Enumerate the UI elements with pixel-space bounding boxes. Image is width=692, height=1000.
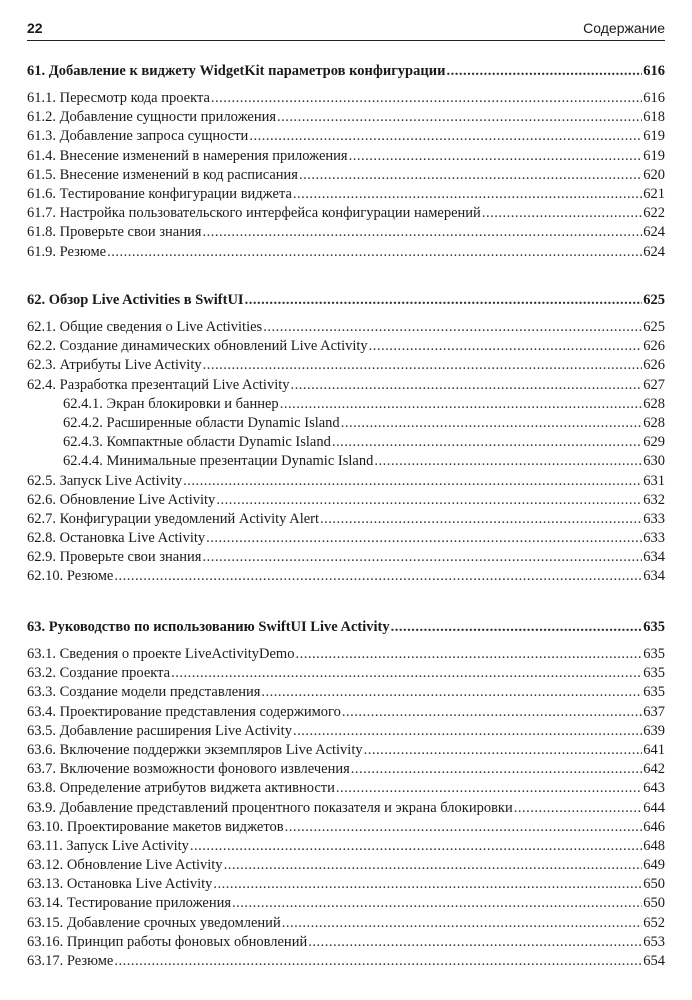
toc-entry-page: 642 [643,761,665,778]
toc-entry-page: 641 [643,741,665,758]
dot-leader [206,529,642,548]
dot-leader [224,856,643,875]
toc-entry[interactable] [27,799,665,818]
toc-entry[interactable] [27,529,665,548]
toc-entry-label: 61.3. Добавление запроса сущности [27,128,249,145]
toc-entry[interactable] [27,837,665,856]
toc-entry-label: 63.6. Включение поддержки экземпляров Live Activity [27,741,363,758]
dot-leader [341,414,643,433]
dot-leader [203,356,643,375]
toc-entry-label: 62.3. Атрибуты Live Activity [27,357,202,374]
toc-entry-label: 63.2. Создание проекта [27,665,171,682]
dot-leader [342,703,642,722]
toc-entry[interactable] [27,452,665,471]
toc-entry-label: 61.1. Пересмотр кода проекта [27,90,210,106]
toc-entry-label: 63.4. Проектирование представления содержимого [27,703,341,720]
page-number: 22 [27,20,43,36]
toc-entry-page: 628 [643,395,665,412]
toc-entry-page: 624 [643,224,665,241]
toc-entry-label: 63.12. Обновление Live Activity [27,857,223,874]
toc-entry-page: 631 [643,472,665,489]
toc-entry-page: 648 [643,837,665,854]
toc-entry-label: 63.13. Остановка Live Activity [27,876,213,893]
toc-entry[interactable] [27,703,665,722]
toc-entry-label: 62.4. Разработка презентаций Live Activity [27,376,290,393]
dot-leader [107,243,642,262]
toc-entry-page: 646 [643,818,665,835]
dot-leader [211,89,642,108]
toc-entry-label: 62.4.2. Расширенные области Dynamic Island [63,414,340,431]
toc-entry-label: 63.11. Запуск Live Activity [27,837,189,854]
toc-entry-page: 621 [643,185,665,202]
dot-leader [364,741,643,760]
toc-entry-label: 62.6. Обновление Live Activity [27,491,216,508]
dot-leader [482,204,642,223]
toc-entry-label: 63.5. Добавление расширения Live Activity [27,722,292,739]
dot-leader [190,837,642,856]
toc-entry-page: 637 [643,703,665,720]
toc-entry[interactable] [27,147,665,166]
dot-leader [213,875,642,894]
toc-entry[interactable] [27,952,665,971]
dot-leader [263,318,642,337]
toc-entry-page: 628 [643,414,665,431]
toc-entry[interactable] [27,356,665,375]
toc-entry[interactable] [27,414,665,433]
toc-entry-label: 63. Руководство по использованию SwiftUI Live Activity [27,619,390,635]
toc-entry-page: 650 [643,895,665,912]
toc-entry[interactable] [27,779,665,798]
toc-entry-label: 61.8. Проверьте свои знания [27,224,202,241]
toc-entry-label: 62. Обзор Live Activities в SwiftUI [27,292,244,308]
toc-entry[interactable] [27,741,665,760]
dot-leader [308,933,642,952]
toc-entry-page: 650 [643,876,665,893]
toc-entry-label: 61.9. Резюме [27,243,107,260]
toc-entry-page: 633 [643,530,665,547]
toc-entry-label: 63.7. Включение возможности фонового извлечения [27,761,350,778]
toc-entry-label: 63.10. Проектирование макетов виджетов [27,818,284,835]
toc-entry-page: 630 [643,453,665,470]
dot-leader [216,491,642,510]
toc-entry-page: 629 [643,434,665,451]
toc-entry-label: 62.2. Создание динамических обновлений Live Activity [27,338,368,355]
dot-leader [280,395,643,414]
toc-entry[interactable] [27,166,665,185]
dot-leader [351,760,642,779]
toc-entry[interactable] [27,722,665,741]
toc-entry[interactable] [27,548,665,567]
toc-entry-page: 654 [643,953,665,969]
toc-entry-label: 62.5. Запуск Live Activity [27,472,183,489]
toc-entry-page: 622 [643,205,665,222]
toc-entry[interactable] [27,395,665,414]
toc-entry-page: 635 [643,646,665,662]
toc-entry-label: 63.8. Определение атрибутов виджета активности [27,780,335,797]
toc-entry-page: 653 [643,933,665,950]
toc-entry-label: 62.1. Общие сведения о Live Activities [27,319,263,335]
toc-entry-page: 635 [643,684,665,701]
toc-entry[interactable] [27,664,665,683]
dot-leader [295,645,642,664]
toc-entry-label: 62.9. Проверьте свои знания [27,549,202,566]
dot-leader [446,61,642,82]
toc-entry-page: 626 [643,357,665,374]
toc-entry-label: 61. Добавление к виджету WidgetKit параметров конфигурации [27,63,446,79]
toc-entry-page: 624 [643,243,665,260]
dot-leader [369,337,643,356]
toc-entry-label: 63.9. Добавление представлений процентного показателя и экрана блокировки [27,799,513,816]
toc-entry[interactable] [27,472,665,491]
chapter-61 [27,61,665,262]
dot-leader [245,290,643,311]
toc-entry[interactable] [27,108,665,127]
toc-entry-page: 618 [643,109,665,126]
toc-entry-page: 633 [643,510,665,527]
toc-entry-label: 62.4.3. Компактные области Dynamic Island [63,434,331,451]
dot-leader [277,108,642,127]
toc-entry-page: 627 [643,376,665,393]
toc-entry[interactable] [27,223,665,242]
toc-entry-page: 625 [643,319,665,335]
toc-entry-label: 61.6. Тестирование конфигурации виджета [27,185,292,202]
toc-entry[interactable] [27,491,665,510]
dot-leader [261,683,642,702]
toc-entry[interactable] [27,856,665,875]
dot-leader [320,510,642,529]
dot-leader [282,914,643,933]
toc-entry[interactable] [27,914,665,933]
toc-entry-label: 62.8. Остановка Live Activity [27,530,206,547]
toc-entry-page: 619 [643,128,665,145]
toc-entry-label: 61.4. Внесение изменений в намерения приложения [27,147,348,164]
toc-entry-label: 63.1. Сведения о проекте LiveActivityDemo [27,646,295,662]
toc-entry-label: 63.17. Резюме [27,953,114,969]
toc-entry-page: 652 [643,914,665,931]
chapter-63 [27,617,665,971]
chapter-heading[interactable] [27,290,665,311]
toc-entry[interactable] [27,567,665,586]
dot-leader [285,818,643,837]
dot-leader [336,779,642,798]
dot-leader [291,376,643,395]
toc-entry[interactable] [27,933,665,952]
toc-entry-page: 619 [643,147,665,164]
toc-entry-page: 639 [643,722,665,739]
toc-entry[interactable] [27,433,665,452]
dot-leader [293,722,642,741]
toc-entry-label: 62.4.4. Минимальные презентации Dynamic Island [63,453,374,470]
toc-entry-label: 62.7. Конфигурации уведомлений Activity Alert [27,510,320,527]
toc-entry-label: 61.2. Добавление сущности приложения [27,109,277,126]
dot-leader [299,166,642,185]
toc-entry-page: 635 [643,619,665,635]
dot-leader [374,452,642,471]
toc-entry-page: 635 [643,665,665,682]
toc-entry-label: 63.16. Принцип работы фоновых обновлений [27,933,308,950]
dot-leader [114,567,642,586]
toc-entry-page: 626 [643,338,665,355]
toc-entry-page: 634 [643,568,665,585]
chapter-heading[interactable] [27,617,665,638]
toc-entry[interactable] [27,376,665,395]
toc-entry-page: 625 [643,292,665,308]
running-header [27,18,665,41]
dot-leader [349,147,643,166]
dot-leader [514,799,643,818]
toc-entry[interactable] [27,645,665,664]
toc-entry-label: 63.3. Создание модели представления [27,684,261,701]
toc-entry[interactable] [27,337,665,356]
dot-leader [332,433,642,452]
chapter-62 [27,290,665,587]
toc-entry-label: 61.5. Внесение изменений в код расписания [27,166,298,183]
dot-leader [114,952,642,971]
toc-entry-page: 616 [643,63,665,79]
chapter-heading[interactable] [27,61,665,82]
toc-entry-page: 634 [643,549,665,566]
dot-leader [249,127,642,146]
toc-entry[interactable] [27,204,665,223]
toc-entry[interactable] [27,89,665,108]
dot-leader [293,185,642,204]
toc-entry-page: 643 [643,780,665,797]
toc-entry[interactable] [27,894,665,913]
toc-entry[interactable] [27,875,665,894]
toc-entry-label: 61.7. Настройка пользовательского интерфейса конфигурации намерений [27,205,481,222]
toc-entry[interactable] [27,127,665,146]
toc-entry[interactable] [27,243,665,262]
dot-leader [232,894,642,913]
dot-leader [202,548,642,567]
toc-entry-page: 616 [643,90,665,106]
toc-entry-label: 63.15. Добавление срочных уведомлений [27,914,281,931]
dot-leader [183,472,642,491]
dot-leader [391,617,643,638]
toc-entry-page: 620 [643,166,665,183]
toc-entry-page: 649 [643,857,665,874]
toc-entry[interactable] [27,760,665,779]
toc-entry-page: 632 [643,491,665,508]
toc-entry[interactable] [27,683,665,702]
toc-entry[interactable] [27,318,665,337]
running-title: Содержание [583,20,665,36]
toc-entry-label: 63.14. Тестирование приложения [27,895,232,912]
dot-leader [171,664,642,683]
toc-entry-page: 644 [643,799,665,816]
toc-entry[interactable] [27,510,665,529]
toc-entry[interactable] [27,818,665,837]
toc-entry-label: 62.10. Резюме [27,568,114,585]
toc-entry[interactable] [27,185,665,204]
toc-entry-label: 62.4.1. Экран блокировки и баннер [63,395,279,412]
dot-leader [202,223,642,242]
